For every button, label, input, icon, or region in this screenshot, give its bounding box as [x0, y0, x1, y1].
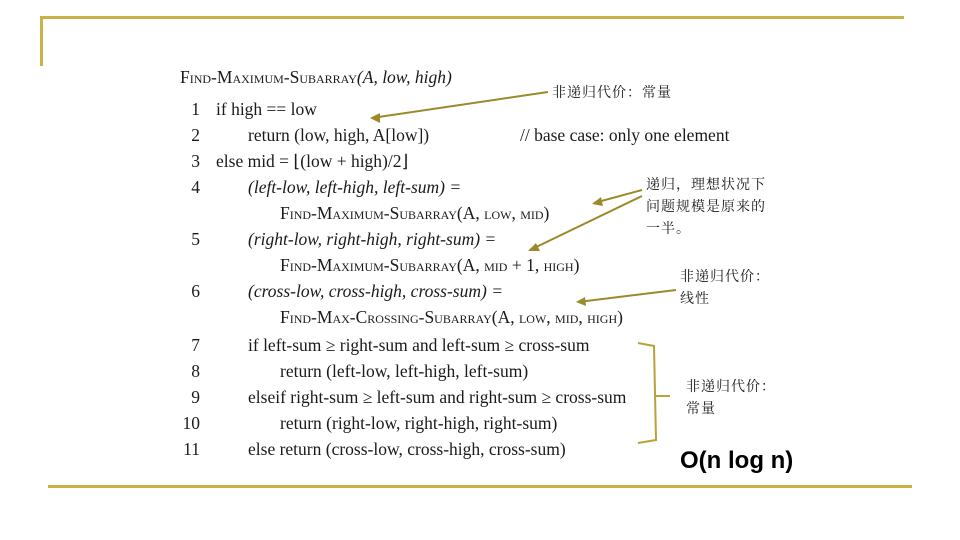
arrow-to-line-1: [372, 92, 548, 118]
annotation-constant-cost-2: 非递归代价： 常量: [686, 379, 776, 417]
code-text: return (left-low, left-high, left-sum): [280, 361, 529, 381]
arrow-to-recursive-call-2: [530, 196, 642, 250]
arrow-head: [592, 197, 603, 206]
code-text: else mid = ⌊(low + high)/2⌋: [216, 151, 409, 171]
annotation-linear-cost: 非递归代价： 线性: [680, 269, 770, 307]
annotation-recursion-half: 递归，理想状况下 问题规模是原来的 一半。: [646, 177, 766, 237]
line-number: 10: [182, 413, 200, 433]
code-text: return (right-low, right-high, right-sum): [280, 413, 558, 433]
line-number: 8: [191, 361, 200, 381]
code-text: elseif right-sum ≥ left-sum and right-sum ≥ cross-sum: [248, 387, 627, 407]
code-text: Find-Max-Crossing-Subarray(A, low, mid, high): [280, 307, 623, 327]
procedure-name: Find-Maximum-Subarray: [180, 67, 357, 87]
annotation-constant-cost: 非递归代价：常量: [552, 85, 672, 101]
line-number: 1: [191, 99, 200, 119]
procedure-args: (A, low, high): [356, 67, 452, 87]
code-text: if left-sum ≥ right-sum and left-sum ≥ cross-sum: [248, 335, 590, 355]
code-text: else return (cross-low, cross-high, cross-sum): [248, 439, 566, 459]
line-number: 5: [191, 229, 200, 249]
code-text: return (low, high, A[low]): [248, 125, 430, 145]
line-number: 9: [191, 387, 200, 407]
code-comment: // base case: only one element: [520, 125, 730, 145]
bracket-lines-7-11: [638, 343, 656, 443]
code-text: Find-Maximum-Subarray(A, low, mid): [280, 203, 550, 223]
code-text: (left-low, left-high, left-sum) =: [248, 177, 462, 197]
code-text: (cross-low, cross-high, cross-sum) =: [248, 281, 504, 301]
code-text: (right-low, right-high, right-sum) =: [248, 229, 497, 249]
line-number: 7: [191, 335, 200, 355]
arrow-head: [576, 297, 586, 306]
arrow-to-crossing-call: [578, 290, 676, 302]
line-number: 6: [191, 281, 200, 301]
line-number: 4: [191, 177, 200, 197]
line-number: 2: [191, 125, 200, 145]
code-text: Find-Maximum-Subarray(A, mid + 1, high): [280, 255, 580, 275]
line-number: 3: [191, 151, 200, 171]
arrow-head: [370, 113, 380, 123]
complexity-label: O(n log n): [680, 447, 794, 474]
code-text: if high == low: [216, 99, 317, 119]
line-number: 11: [183, 439, 200, 459]
